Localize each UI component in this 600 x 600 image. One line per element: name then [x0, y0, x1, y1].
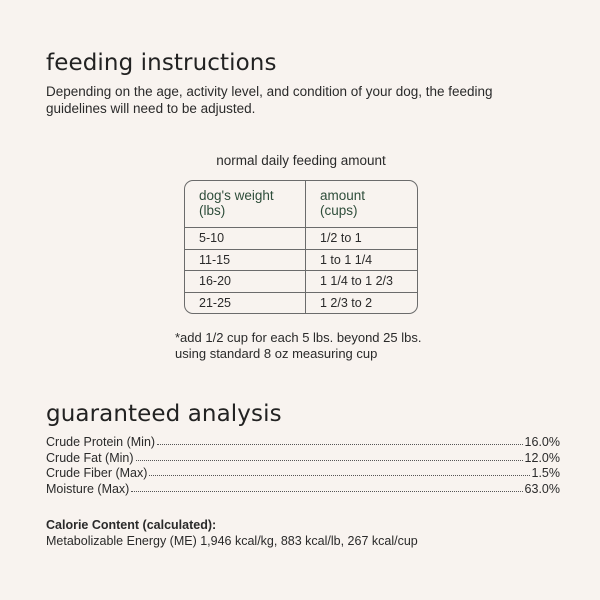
list-item: [46, 435, 560, 451]
list-item: [46, 451, 560, 467]
calorie-text: Metabolizable Energy (ME) 1,946 kcal/kg, 883 kcal/lb, 267 kcal/cup: [46, 534, 418, 548]
calorie-title: Calorie Content (calculated):: [46, 518, 217, 532]
guaranteed-analysis-title: guaranteed analysis: [46, 401, 282, 427]
analysis-label: Crude Protein (Min): [46, 435, 156, 449]
analysis-value: 1.5%: [531, 466, 560, 481]
dot-leader: [131, 481, 522, 492]
analysis-label: Crude Fat (Min): [46, 450, 134, 465]
table-row: [185, 250, 417, 272]
amount-cell: 1/2 to 1: [320, 231, 362, 245]
weight-header-line1: dog's weight: [199, 188, 274, 203]
weight-cell: 5-10: [185, 228, 306, 249]
feeding-note-line1: *add 1/2 cup for each 5 lbs. beyond 25 lbs.: [175, 330, 422, 345]
dot-leader: [157, 434, 522, 445]
list-item: [46, 482, 560, 498]
weight-cell: 21-25: [185, 293, 306, 315]
analysis-label: Moisture (Max): [46, 481, 130, 496]
table-row: [185, 271, 417, 293]
table-row: [185, 228, 417, 250]
table-row: [185, 293, 417, 315]
list-item: [46, 466, 560, 482]
amount-column-header: [306, 181, 417, 227]
weight-cell: 16-20: [185, 271, 306, 292]
weight-column-header: [185, 181, 306, 227]
feeding-note-line2: using standard 8 oz measuring cup: [175, 346, 378, 361]
analysis-value: 16.0%: [524, 435, 560, 449]
amount-cell: 1 1/4 to 1 2/3: [320, 274, 393, 288]
analysis-list: [46, 435, 560, 497]
dot-leader: [136, 450, 523, 461]
feeding-table-header: [185, 181, 417, 228]
amount-cell: 1 to 1 1/4: [320, 252, 373, 267]
dot-leader: [149, 465, 529, 476]
feeding-table-caption: normal daily feeding amount: [216, 153, 386, 168]
analysis-label: Crude Fiber (Max): [46, 466, 148, 481]
analysis-value: 63.0%: [524, 481, 560, 496]
amount-cell: 1 2/3 to 2: [320, 295, 373, 310]
analysis-value: 12.0%: [524, 450, 560, 465]
amount-header-line2: (cups): [320, 203, 358, 218]
feeding-instructions-title: feeding instructions: [46, 50, 277, 76]
feeding-intro-text: Depending on the age, activity level, and condition of your dog, the feeding guidelines will need to be adjusted.: [46, 84, 493, 116]
weight-header-line2: (lbs): [199, 203, 226, 218]
feeding-note: [175, 330, 475, 362]
weight-cell: 11-15: [185, 250, 306, 271]
feeding-table: [184, 180, 418, 314]
amount-header-line1: amount: [320, 188, 366, 203]
calorie-content: [46, 517, 566, 549]
